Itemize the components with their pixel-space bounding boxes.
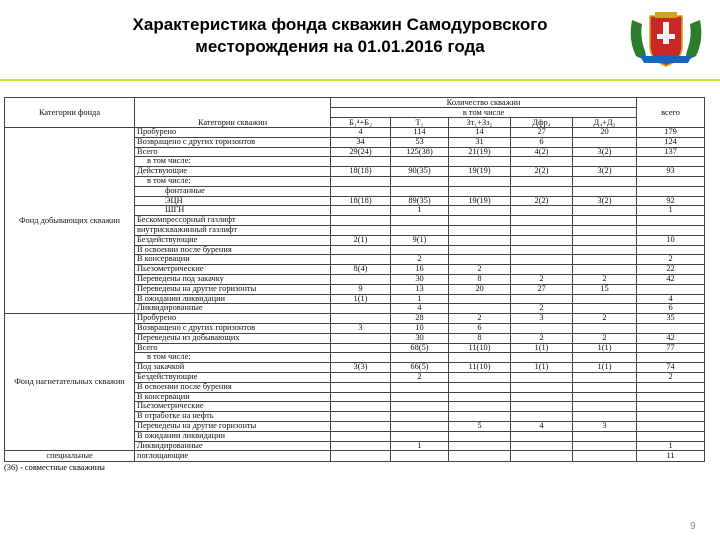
total-cell: 1 xyxy=(637,206,705,216)
total-cell xyxy=(637,216,705,226)
tower-icon xyxy=(663,22,669,44)
value-cell xyxy=(391,421,449,431)
value-cell xyxy=(573,372,637,382)
value-cell: 1(1) xyxy=(511,363,573,373)
header-total: всего xyxy=(637,98,705,128)
value-cell xyxy=(391,431,449,441)
value-cell xyxy=(573,265,637,275)
value-cell xyxy=(573,206,637,216)
table-footnote: (36) - совместные скважины xyxy=(4,463,105,473)
value-cell xyxy=(573,304,637,314)
value-cell xyxy=(511,206,573,216)
well-category-cell: Ликвидированные xyxy=(135,441,331,451)
well-category-cell: внутрискважинный газлифт xyxy=(135,225,331,235)
value-cell: 1 xyxy=(391,206,449,216)
value-cell xyxy=(511,382,573,392)
value-cell xyxy=(511,294,573,304)
value-cell: 15 xyxy=(573,284,637,294)
total-cell xyxy=(637,245,705,255)
value-cell: 13 xyxy=(391,284,449,294)
well-category-cell: Всего xyxy=(135,147,331,157)
value-cell xyxy=(511,157,573,167)
title-divider xyxy=(0,79,720,81)
value-cell xyxy=(449,255,511,265)
value-cell xyxy=(331,441,391,451)
value-cell xyxy=(449,235,511,245)
total-cell xyxy=(637,225,705,235)
value-cell xyxy=(573,216,637,226)
well-category-cell: Бездействующие xyxy=(135,235,331,245)
value-cell xyxy=(331,343,391,353)
well-category-cell: Ликвидированные xyxy=(135,304,331,314)
value-cell xyxy=(511,176,573,186)
total-cell: 1 xyxy=(637,441,705,451)
slide-title xyxy=(70,14,610,58)
value-cell: 31 xyxy=(449,137,511,147)
value-cell: 34 xyxy=(331,137,391,147)
well-category-cell: ЭЦН xyxy=(135,196,331,206)
slide-title-line1: Характеристика фонда скважин Самодуровского xyxy=(132,15,548,34)
value-cell: 1(1) xyxy=(511,343,573,353)
total-cell: 124 xyxy=(637,137,705,147)
header-category: Категории фонда xyxy=(5,98,135,128)
value-cell: 1 xyxy=(391,294,449,304)
value-cell: 19(19) xyxy=(449,167,511,177)
value-cell xyxy=(511,216,573,226)
value-cell: 3 xyxy=(331,323,391,333)
total-cell: 22 xyxy=(637,265,705,275)
value-cell xyxy=(573,157,637,167)
value-cell: 8 xyxy=(449,274,511,284)
value-cell: 9 xyxy=(331,284,391,294)
value-cell xyxy=(331,176,391,186)
value-cell xyxy=(391,186,449,196)
value-cell xyxy=(331,186,391,196)
slide-title-line2: месторождения на 01.01.2016 года xyxy=(195,37,485,56)
value-cell xyxy=(331,274,391,284)
laurel-right-icon xyxy=(686,20,701,59)
total-cell: 6 xyxy=(637,304,705,314)
ribbon-icon xyxy=(640,56,692,63)
value-cell xyxy=(511,323,573,333)
value-cell xyxy=(391,225,449,235)
well-category-cell: ШГН xyxy=(135,206,331,216)
value-cell xyxy=(573,451,637,462)
well-stock-table xyxy=(4,97,705,462)
total-cell xyxy=(637,412,705,422)
header-horizon: Б₁⁴+Б₂ xyxy=(331,118,391,128)
value-cell xyxy=(511,402,573,412)
value-cell xyxy=(511,265,573,275)
value-cell xyxy=(511,441,573,451)
value-cell: 21(19) xyxy=(449,147,511,157)
value-cell: 4(2) xyxy=(511,147,573,157)
value-cell: 2 xyxy=(391,372,449,382)
value-cell: 14 xyxy=(449,128,511,138)
well-category-cell: Переведены на другие горизонты xyxy=(135,284,331,294)
total-cell xyxy=(637,323,705,333)
value-cell xyxy=(449,245,511,255)
value-cell: 4 xyxy=(331,128,391,138)
value-cell xyxy=(511,235,573,245)
value-cell: 68(5) xyxy=(391,343,449,353)
value-cell xyxy=(449,402,511,412)
header-horizon: Дфр₄ xyxy=(511,118,573,128)
category-cell: Фонд добывающих скважин xyxy=(5,128,135,314)
value-cell: 8(4) xyxy=(331,265,391,275)
value-cell xyxy=(331,157,391,167)
value-cell xyxy=(331,245,391,255)
value-cell xyxy=(331,412,391,422)
value-cell: 19(19) xyxy=(449,196,511,206)
value-cell xyxy=(391,392,449,402)
value-cell xyxy=(449,176,511,186)
well-category-cell: Пробурено xyxy=(135,128,331,138)
header-including: в том числе xyxy=(331,108,637,118)
table-header-row xyxy=(5,98,705,108)
value-cell: 3(3) xyxy=(331,363,391,373)
value-cell: 28 xyxy=(391,314,449,324)
value-cell xyxy=(331,421,391,431)
value-cell: 30 xyxy=(391,333,449,343)
value-cell xyxy=(511,372,573,382)
value-cell xyxy=(449,186,511,196)
value-cell: 2 xyxy=(449,314,511,324)
value-cell xyxy=(573,323,637,333)
value-cell xyxy=(573,245,637,255)
value-cell xyxy=(573,402,637,412)
value-cell xyxy=(331,353,391,363)
well-category-cell: В ожидании ликвидации xyxy=(135,294,331,304)
value-cell: 53 xyxy=(391,137,449,147)
well-category-cell: В консервации xyxy=(135,392,331,402)
well-category-cell: в том числе: xyxy=(135,157,331,167)
well-category-cell: в том числе: xyxy=(135,176,331,186)
value-cell xyxy=(573,412,637,422)
value-cell: 114 xyxy=(391,128,449,138)
well-category-cell: Бездействующие xyxy=(135,372,331,382)
well-category-cell: Бескомпрессорный газлифт xyxy=(135,216,331,226)
value-cell: 1 xyxy=(391,441,449,451)
value-cell xyxy=(391,176,449,186)
total-cell: 4 xyxy=(637,294,705,304)
value-cell: 6 xyxy=(511,137,573,147)
value-cell xyxy=(391,451,449,462)
value-cell xyxy=(391,157,449,167)
total-cell: 2 xyxy=(637,372,705,382)
well-category-cell: В отработке на нефть xyxy=(135,412,331,422)
value-cell xyxy=(511,392,573,402)
value-cell: 89(35) xyxy=(391,196,449,206)
well-category-cell: В освоении после бурения xyxy=(135,382,331,392)
value-cell: 2 xyxy=(573,333,637,343)
value-cell: 2(2) xyxy=(511,167,573,177)
value-cell: 20 xyxy=(449,284,511,294)
value-cell xyxy=(511,412,573,422)
value-cell: 30 xyxy=(391,274,449,284)
category-cell: Фонд нагнетательных скважин xyxy=(5,314,135,451)
value-cell xyxy=(573,294,637,304)
value-cell: 3(2) xyxy=(573,147,637,157)
total-cell: 2 xyxy=(637,255,705,265)
value-cell xyxy=(449,225,511,235)
value-cell: 16 xyxy=(391,265,449,275)
total-cell: 77 xyxy=(637,343,705,353)
well-category-cell: Действующие xyxy=(135,167,331,177)
total-cell xyxy=(637,392,705,402)
total-cell xyxy=(637,421,705,431)
value-cell: 2 xyxy=(573,314,637,324)
value-cell: 3 xyxy=(511,314,573,324)
value-cell: 5 xyxy=(449,421,511,431)
value-cell xyxy=(449,157,511,167)
well-category-cell: Под закачкой xyxy=(135,363,331,373)
total-cell xyxy=(637,186,705,196)
total-cell: 179 xyxy=(637,128,705,138)
value-cell: 3(2) xyxy=(573,196,637,206)
page-number: 9 xyxy=(690,521,696,532)
value-cell xyxy=(573,353,637,363)
value-cell xyxy=(573,235,637,245)
total-cell xyxy=(637,431,705,441)
value-cell xyxy=(511,245,573,255)
value-cell xyxy=(331,402,391,412)
value-cell xyxy=(573,176,637,186)
value-cell xyxy=(331,431,391,441)
value-cell xyxy=(331,304,391,314)
value-cell: 18(18) xyxy=(331,196,391,206)
well-category-cell: Пьезометрические xyxy=(135,402,331,412)
value-cell xyxy=(511,451,573,462)
value-cell: 1(1) xyxy=(331,294,391,304)
value-cell xyxy=(449,382,511,392)
value-cell: 125(38) xyxy=(391,147,449,157)
table-row xyxy=(5,451,705,462)
well-category-cell: Пробурено xyxy=(135,314,331,324)
laurel-left-icon xyxy=(631,20,646,59)
total-cell xyxy=(637,176,705,186)
value-cell xyxy=(573,137,637,147)
value-cell: 6 xyxy=(449,323,511,333)
value-cell xyxy=(573,441,637,451)
total-cell: 92 xyxy=(637,196,705,206)
total-cell xyxy=(637,157,705,167)
value-cell xyxy=(511,431,573,441)
value-cell: 8 xyxy=(449,333,511,343)
value-cell xyxy=(391,412,449,422)
category-cell: специальные xyxy=(5,451,135,462)
total-cell xyxy=(637,402,705,412)
table-row xyxy=(5,128,705,138)
value-cell: 2 xyxy=(511,274,573,284)
value-cell xyxy=(449,353,511,363)
value-cell xyxy=(511,225,573,235)
value-cell xyxy=(573,431,637,441)
value-cell xyxy=(331,392,391,402)
well-category-cell: Всего xyxy=(135,343,331,353)
value-cell: 10 xyxy=(391,323,449,333)
value-cell xyxy=(449,392,511,402)
total-cell xyxy=(637,284,705,294)
well-category-cell: Переведены из добывающих xyxy=(135,333,331,343)
value-cell: 20 xyxy=(573,128,637,138)
value-cell: 11(10) xyxy=(449,363,511,373)
value-cell: 11(10) xyxy=(449,343,511,353)
well-stock-table-document xyxy=(4,97,710,525)
value-cell xyxy=(331,255,391,265)
total-cell: 10 xyxy=(637,235,705,245)
crown-icon xyxy=(655,12,677,18)
value-cell: 3(2) xyxy=(573,167,637,177)
well-category-cell: Переведены на другие горизонты xyxy=(135,421,331,431)
value-cell xyxy=(449,451,511,462)
value-cell xyxy=(573,382,637,392)
value-cell xyxy=(331,314,391,324)
value-cell xyxy=(511,186,573,196)
value-cell: 1(1) xyxy=(573,343,637,353)
value-cell: 27 xyxy=(511,284,573,294)
value-cell: 1(1) xyxy=(573,363,637,373)
value-cell xyxy=(573,186,637,196)
total-cell: 11 xyxy=(637,451,705,462)
value-cell: 29(24) xyxy=(331,147,391,157)
header-count: Количество скважин xyxy=(331,98,637,108)
value-cell: 2 xyxy=(391,255,449,265)
value-cell: 18(18) xyxy=(331,167,391,177)
value-cell xyxy=(449,216,511,226)
value-cell: 66(5) xyxy=(391,363,449,373)
total-cell: 137 xyxy=(637,147,705,157)
well-category-cell: В ожидании ликвидации xyxy=(135,431,331,441)
value-cell xyxy=(391,216,449,226)
value-cell xyxy=(391,402,449,412)
value-cell xyxy=(449,372,511,382)
value-cell xyxy=(449,431,511,441)
value-cell: 2 xyxy=(511,333,573,343)
well-category-cell: В консервации xyxy=(135,255,331,265)
well-category-cell: В освоении после бурения xyxy=(135,245,331,255)
well-category-cell: Возвращено с других горизонтов xyxy=(135,323,331,333)
table-row xyxy=(5,314,705,324)
total-cell: 74 xyxy=(637,363,705,373)
well-category-cell: Переведены под закачку xyxy=(135,274,331,284)
value-cell xyxy=(573,225,637,235)
value-cell xyxy=(449,304,511,314)
value-cell xyxy=(331,333,391,343)
total-cell: 42 xyxy=(637,333,705,343)
coat-of-arms-emblem xyxy=(626,6,706,72)
well-category-cell: поглощающие xyxy=(135,451,331,462)
value-cell xyxy=(573,255,637,265)
value-cell: 2 xyxy=(511,304,573,314)
value-cell: 4 xyxy=(511,421,573,431)
value-cell xyxy=(331,451,391,462)
total-cell: 42 xyxy=(637,274,705,284)
value-cell: 27 xyxy=(511,128,573,138)
value-cell xyxy=(449,294,511,304)
value-cell xyxy=(331,206,391,216)
well-category-cell: Пьезометрические xyxy=(135,265,331,275)
value-cell: 2 xyxy=(449,265,511,275)
value-cell: 90(35) xyxy=(391,167,449,177)
value-cell xyxy=(331,216,391,226)
total-cell xyxy=(637,382,705,392)
header-horizon: Т₁ xyxy=(391,118,449,128)
value-cell xyxy=(511,353,573,363)
total-cell: 93 xyxy=(637,167,705,177)
header-well-category: Категории скважин xyxy=(135,98,331,128)
value-cell: 4 xyxy=(391,304,449,314)
value-cell xyxy=(331,225,391,235)
value-cell xyxy=(573,392,637,402)
value-cell: 3 xyxy=(573,421,637,431)
value-cell xyxy=(449,441,511,451)
value-cell xyxy=(511,255,573,265)
value-cell: 2(2) xyxy=(511,196,573,206)
value-cell xyxy=(449,206,511,216)
value-cell xyxy=(391,353,449,363)
total-cell: 35 xyxy=(637,314,705,324)
well-category-cell: Возвращено с других горизонтов xyxy=(135,137,331,147)
header-horizon: Зт₁+Зз₂ xyxy=(449,118,511,128)
value-cell xyxy=(391,382,449,392)
value-cell xyxy=(391,245,449,255)
value-cell: 2(1) xyxy=(331,235,391,245)
header-horizon: Д₄+Д₃ xyxy=(573,118,637,128)
value-cell xyxy=(449,412,511,422)
well-category-cell: в том числе: xyxy=(135,353,331,363)
value-cell: 2 xyxy=(573,274,637,284)
well-category-cell: фонтанные xyxy=(135,186,331,196)
value-cell xyxy=(331,382,391,392)
value-cell: 9(1) xyxy=(391,235,449,245)
total-cell xyxy=(637,353,705,363)
value-cell xyxy=(331,372,391,382)
